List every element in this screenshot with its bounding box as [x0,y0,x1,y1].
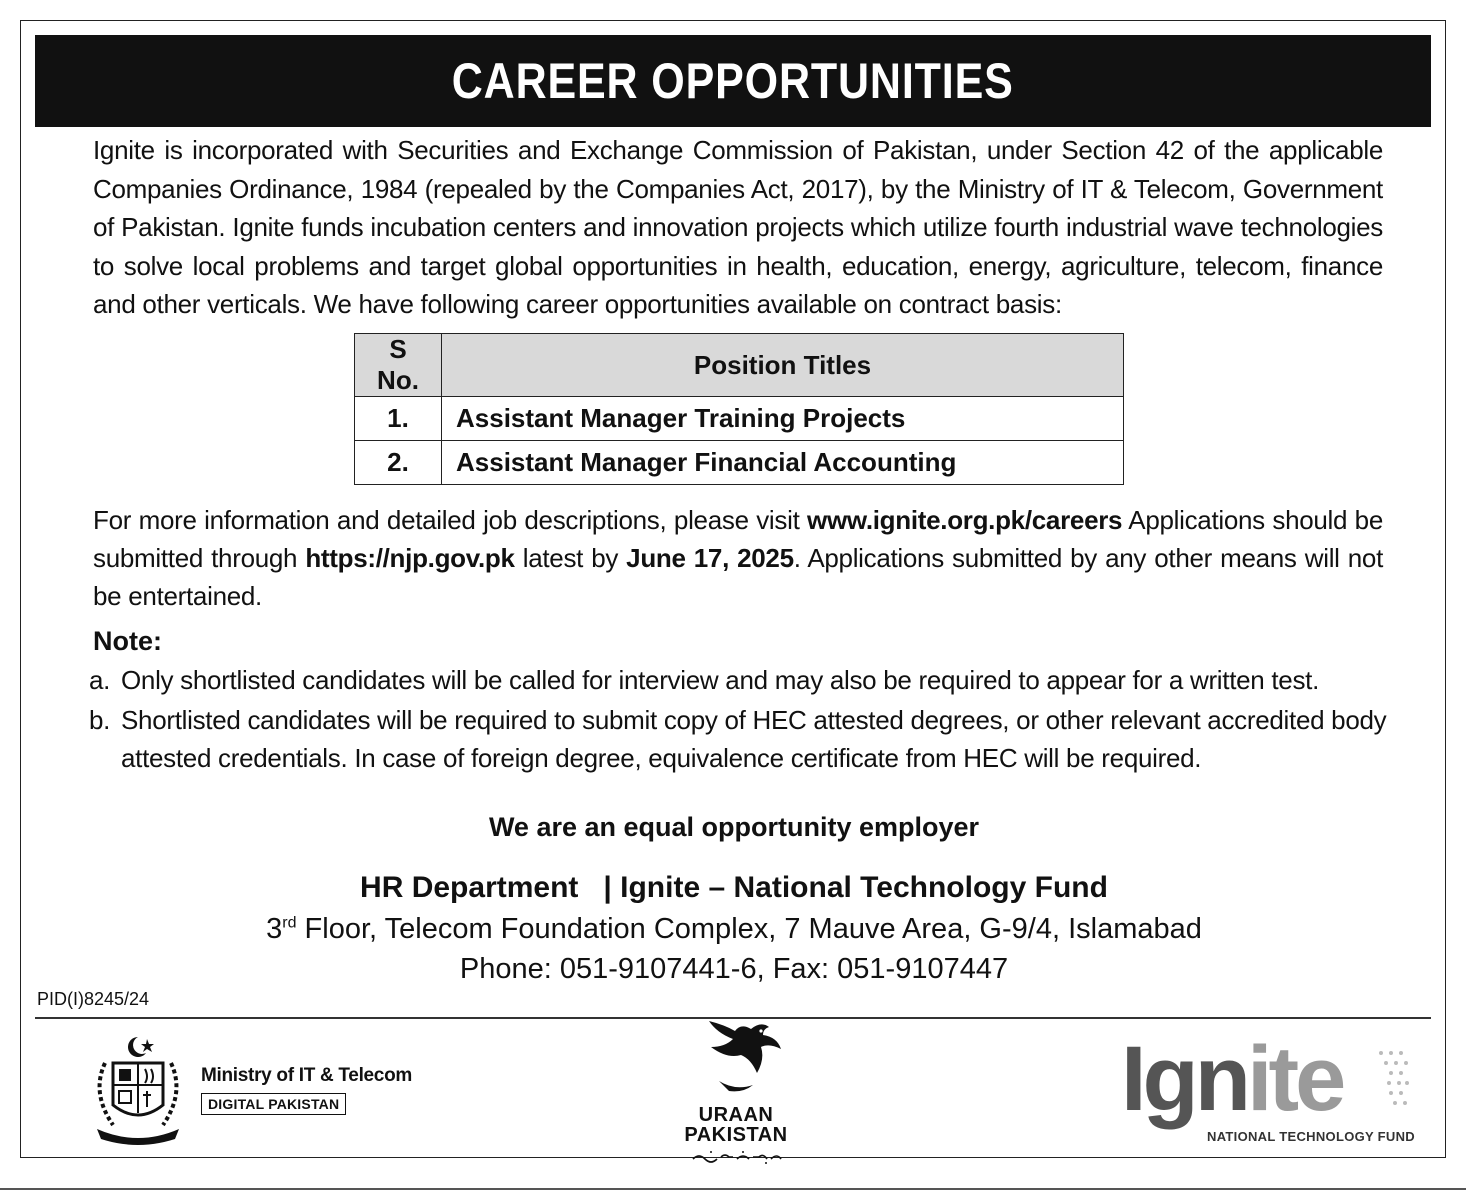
header-position-titles: Position Titles [442,334,1124,397]
note-text: Only shortlisted candidates will be called for interview and may also be required to appear for a written test. [121,665,1319,695]
ignite-tagline: NATIONAL TECHNOLOGY FUND [1207,1129,1415,1144]
note-text: Shortlisted candidates will be required to submit copy of HEC attested degrees, or other relevant accredited body [121,705,1387,735]
pid-number: PID(I)8245/24 [37,989,150,1009]
info-paragraph [93,501,1383,615]
ignite-logo-accent: ite [1246,1028,1343,1130]
header-bar [35,35,1431,127]
note-item-b [89,701,1409,777]
table-row [355,397,1124,441]
note-text-continued: attested credentials. In case of foreign degree, equivalence certificate from HEC will be required. [121,743,1202,773]
phone-fax: Phone: 051-9107441-6, Fax: 051-9107447 [459,953,1009,985]
ignite-logo-main: Ign [1121,1028,1247,1130]
ministry-name: Ministry of IT & Telecom [201,1065,412,1086]
info-text: For more information and detailed job descriptions, please visit [93,505,808,535]
urdu-tagline-icon [671,1147,801,1167]
page-title: CAREER OPPORTUNITIES [452,53,1014,109]
row-title: Assistant Manager Training Projects [442,397,1124,441]
address-text: Floor, Telecom Foundation Complex, 7 Mauve Area, G-9/4, Islamabad [296,913,1202,945]
note-heading: Note: [93,626,162,656]
dot-pattern-icon [1311,1043,1411,1123]
info-text: . Applications submitted by any other means will not be entertained. [93,543,1383,611]
hr-department: HR Department | Ignite – National Technology Fund [360,871,1108,904]
equal-opportunity-statement: We are an equal opportunity employer [488,812,980,842]
table-row [355,441,1124,485]
row-title: Assistant Manager Financial Accounting [442,441,1124,485]
info-text: latest by [514,543,627,573]
deadline-date: June 17, 2025 [626,543,794,573]
note-label: b. [89,705,111,735]
table-header-row [355,334,1124,397]
njp-link[interactable]: https://njp.gov.pk [305,543,515,573]
uraan-line1: URAAN [698,1104,774,1126]
row-sno: 2. [355,441,442,485]
uraan-bird-icon [701,1019,787,1101]
government-emblem-icon [83,1033,193,1151]
row-sno: 1. [355,397,442,441]
careers-link[interactable]: www.ignite.org.pk/careers [807,505,1123,535]
uraan-line2: PAKISTAN [684,1124,788,1146]
note-label: a. [89,665,111,695]
note-item-a [89,661,1409,699]
advertisement-page [20,20,1446,1158]
bottom-rule [0,1188,1466,1190]
address [21,913,1447,946]
floor-suffix: rd [282,914,297,932]
intro-paragraph: Ignite is incorporated with Securities and Exchange Commission of Pakistan, under Section 42 of the applicable Companies Ordinance, 1984 (repealed by the Companies Act, 2017), by the Ministry of IT & Telecom, Government of Pakistan. Ignite funds incubation centers and innovation projects which utilize fourth industrial wave technologies to solve local problems and target global opportunities in health, education, energy, agriculture, telecom, finance and other verticals. We have following career opportunities available on contract basis: [93,135,1383,319]
ignite-logo [1121,1028,1343,1130]
uraan-pakistan-logo [671,1105,801,1145]
floor-number: 3 [266,913,283,945]
info-text: Applications should be submitted through [93,505,1383,573]
header-sno: S No. [355,334,442,397]
digital-pakistan-badge: DIGITAL PAKISTAN [201,1093,346,1115]
positions-table [354,333,1124,485]
